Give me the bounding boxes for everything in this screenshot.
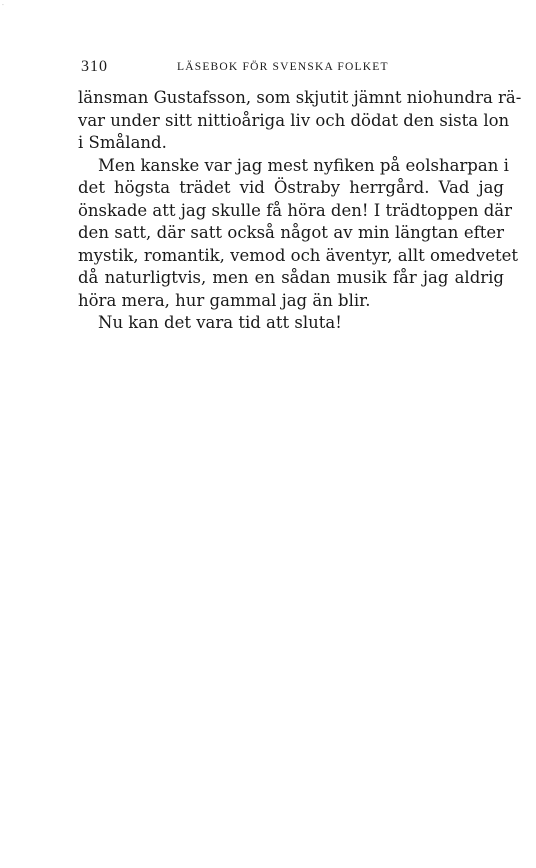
page-number: 310 — [81, 58, 108, 75]
text-line: då naturligtvis, men en sådan musik får jag aldrig — [78, 268, 504, 287]
page-header — [81, 58, 501, 78]
text-line: den satt, där satt också något av min längtan efter — [78, 223, 504, 242]
text-line: Men kanske var jag mest nyfiken på eolsharpan i — [98, 155, 509, 175]
text-line: var under sitt nittioåriga liv och dödat den sista lon — [78, 110, 510, 130]
text-line: i Småland. — [78, 133, 167, 152]
text-line: mystik, romantik, vemod och äventyr, allt omedvetet — [78, 245, 519, 265]
body-text — [78, 87, 522, 335]
text-line: Nu kan det vara tid att sluta! — [98, 313, 342, 332]
text-line: det högsta trädet vid Östraby herrgård. Vad jag — [78, 178, 504, 197]
text-line: länsman Gustafsson, som skjutit jämnt niohundra rä- — [78, 88, 522, 107]
text-line: höra mera, hur gammal jag än blir. — [78, 290, 371, 310]
scan-speck-icon: ⸱ — [2, 1, 4, 9]
text-line: önskade att jag skulle få höra den! I trädtoppen där — [78, 200, 513, 220]
running-head: LÄSEBOK FÖR SVENSKA FOLKET — [177, 61, 389, 73]
